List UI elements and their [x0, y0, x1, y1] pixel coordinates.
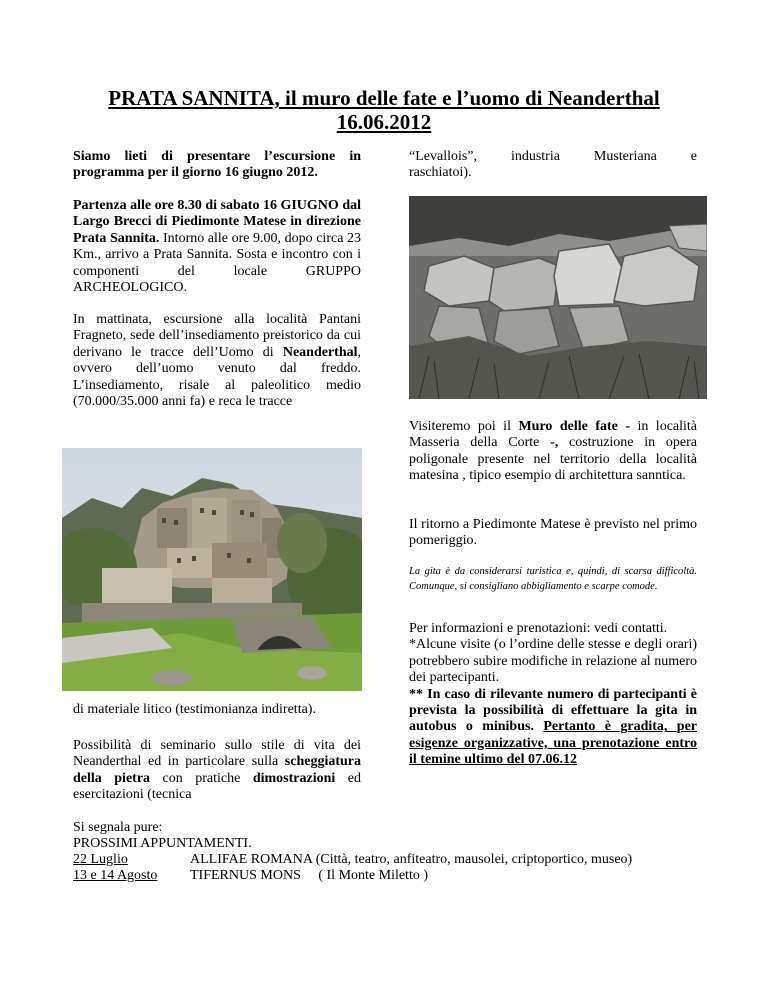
- departure-bold: Partenza alle ore 8.30 di sabato 16 GIUGNO dal Largo Brecci di Piedimonte Matese in direzione Prata Sannita.: [73, 198, 361, 246]
- visit-text-c: costruzione in opera poligonale presente nel territorio della località matesina , tipico esempio di architettura sanntica.: [409, 435, 697, 484]
- seminar-paragraph: [73, 738, 361, 804]
- visit-bold-wall: Muro delle fate -: [518, 419, 630, 434]
- visit-paragraph: [409, 419, 697, 485]
- footer-heading: PROSSIMI APPUNTAMENTI.: [73, 836, 252, 851]
- visit-text-a: Visiteremo poi il: [409, 419, 519, 434]
- lithic-text: di materiale litico (testimonianza indiretta).: [73, 702, 316, 717]
- visit-bold-dash: -,: [550, 435, 559, 451]
- info-changes: *Alcune visite (o l’ordine delle stesse e degli orari) potrebbero subire modifiche in relazione al numero dei partecipanti.: [409, 637, 697, 686]
- return-text: Il ritorno a Piedimonte Matese è previsto nel primo pomeriggio.: [409, 517, 697, 549]
- seminar-text-a: Possibilità di seminario sullo stile di vita dei Neanderthal ed in particolare sulla: [73, 738, 361, 770]
- return-paragraph: [409, 517, 697, 550]
- seminar-bold-stone: scheggiatura della pietra: [73, 754, 361, 786]
- morning-text-a: In mattinata, escursione alla località Pantani Fragneto, sede dell’insediamento preistorico da cui derivano le tracce dell’Uomo di: [73, 312, 361, 360]
- page-title: [40, 86, 728, 134]
- appointment-event: TIFERNUS MONS ( Il Monte Miletto ): [190, 868, 428, 883]
- info-booking-deadline: Pertanto è gradita, per esigenze organizzative, una prenotazione entro il temine ultimo del 07.06.12: [409, 719, 697, 768]
- lithic-paragraph: [73, 702, 361, 718]
- footer-note: Si segnala pure:: [73, 820, 163, 835]
- seminar-bold-demos: dimostrazioni: [252, 770, 336, 786]
- appointment-row: [73, 852, 633, 868]
- note-paragraph: [409, 565, 697, 594]
- muro-delle-fate-photo: [409, 196, 707, 399]
- info-paragraph: [409, 621, 697, 769]
- info-bus: ** In caso di rilevante numero di partecipanti è prevista la possibilità di effettuare la gita in autobus o minibus.: [409, 686, 697, 735]
- continuation-paragraph: [409, 149, 697, 182]
- departure-text: Intorno alle ore 9.00, dopo circa 23 Km., arrivo a Prata Sannita. Sosta e incontro con i componenti del locale GRUPPO ARCHEOLOGICO.: [73, 230, 361, 296]
- title-line-1: PRATA SANNITA, il muro delle fate e l’uomo di Neanderthal: [108, 86, 660, 110]
- seminar-text-b: con pratiche: [150, 770, 241, 786]
- title-line-2: 16.06.2012: [336, 110, 432, 134]
- appointment-row: [73, 868, 428, 884]
- continuation-text: “Levallois”, industria Musteriana e raschiatoi).: [409, 149, 697, 181]
- departure-paragraph: [73, 198, 361, 296]
- intro-text: Siamo lieti di presentare l’escursione in programma per il giorno 16 giugno 2012.: [73, 149, 361, 181]
- appointment-event: ALLIFAE ROMANA (Città, teatro, anfiteatro, mausolei, criptoportico, museo): [190, 852, 633, 867]
- prata-sannita-village-photo: [62, 448, 362, 691]
- appointment-date: 13 e 14 Agosto: [73, 868, 158, 883]
- intro-paragraph: [73, 149, 361, 182]
- morning-neanderthal: Neanderthal: [282, 344, 358, 360]
- visit-text-b: in località Masseria della Corte: [409, 419, 697, 451]
- morning-paragraph: [73, 312, 361, 410]
- morning-text-b: , ovvero dell’uomo venuto dal freddo. L’insediamento, risale al paleolitico medio (70.000/35.000 anni fa) e reca le tracce: [73, 344, 361, 410]
- appointment-date: 22 Luglio: [73, 852, 128, 867]
- info-contacts: Per informazioni e prenotazioni: vedi contatti.: [409, 621, 668, 636]
- seminar-text-c: ed esercitazioni (tecnica: [73, 770, 362, 803]
- note-text: La gita è da considerarsi turistica e, quindi, di scarsa difficoltà. Comunque, si consigliano abbigliamento e scarpe comode.: [409, 566, 697, 592]
